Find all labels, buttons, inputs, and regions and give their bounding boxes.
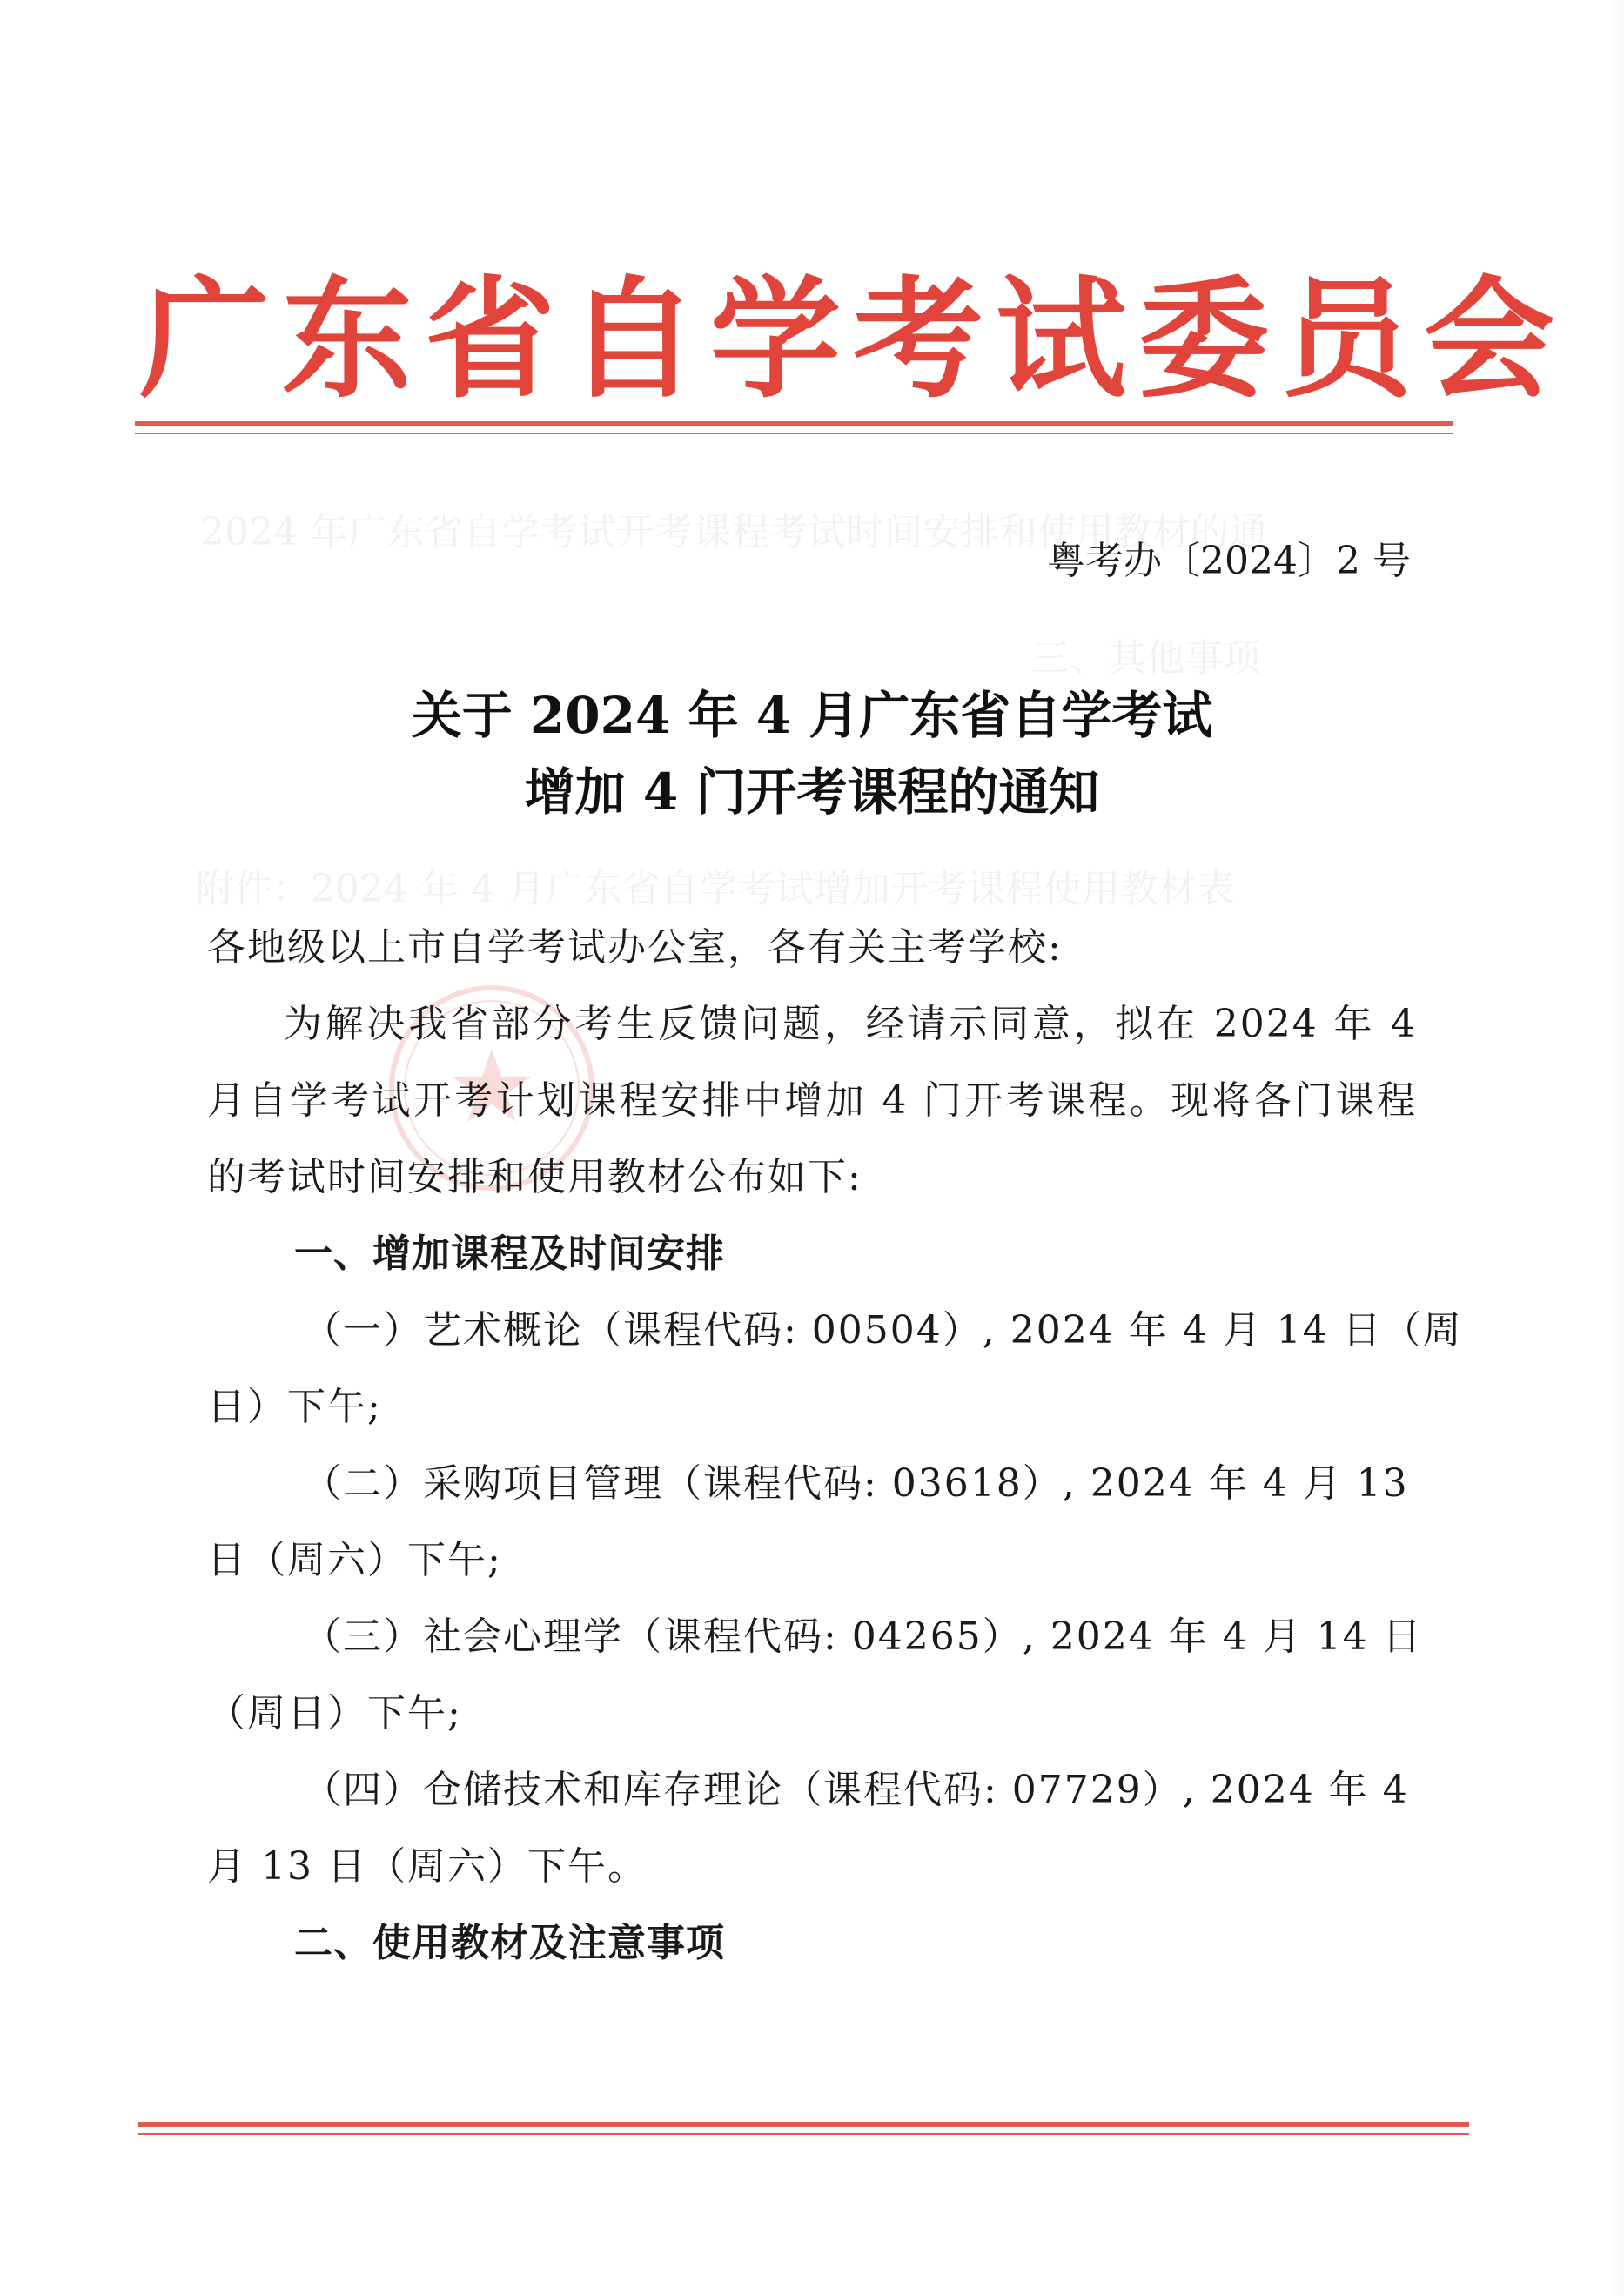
list-item [207, 1599, 1423, 1752]
list-item-line: （三）社会心理学（课程代码: 04265）, 2024 年 4 月 14 日 [303, 1615, 1423, 1659]
header-divider [135, 421, 1453, 434]
list-item-line: 日）下午; [207, 1385, 382, 1429]
notice-title [0, 677, 1624, 830]
section-heading-2: 二、使用教材及注意事项 [294, 1921, 725, 1965]
intro-paragraph: 为解决我省部分考生反馈问题，经请示同意，拟在 2024 年 4 月自学考试开考计划课程安排中增加 4 门开考课程。现将各门课程的考试时间安排和使用教材公布如下: [207, 1002, 1417, 1199]
show-through-text: 附件：2024 年 4 月广东省自学考试增加开考课程使用教材表 [196, 867, 1235, 911]
notice-title-line-1: 关于 2024 年 4 月广东省自学考试 [411, 686, 1213, 745]
list-item [207, 1292, 1463, 1446]
show-through-text: 2024 年广东省自学考试开考课程考试时间安排和使用教材的通 [200, 510, 1267, 554]
footer-divider [138, 2122, 1469, 2135]
list-item-line: （一）艺术概论（课程代码: 00504）, 2024 年 4 月 14 日（周 [303, 1308, 1463, 1353]
list-item [207, 1752, 1417, 1905]
scan-edge [1612, 0, 1624, 2296]
notice-title-line-2: 增加 4 门开考课程的通知 [524, 762, 1100, 822]
list-item-line: 日（周六）下午; [207, 1538, 502, 1582]
section-heading-1: 一、增加课程及时间安排 [294, 1232, 725, 1276]
issuer-header: 广东省自学考试委员会 [139, 263, 1567, 416]
list-item-line: （四）仓储技术和库存理论（课程代码: 07729）, 2024 年 4 [303, 1768, 1409, 1812]
list-item-line: （二）采购项目管理（课程代码: 03618）, 2024 年 4 月 13 [303, 1461, 1409, 1506]
show-through-text: 三、其他事项 [1031, 636, 1261, 681]
salutation: 各地级以上市自学考试办公室，各有关主考学校: [207, 925, 1063, 970]
list-item [207, 1446, 1417, 1599]
list-item-line: （周日）下午; [207, 1691, 462, 1735]
notice-body [207, 910, 1463, 1982]
document-number: 粤考办〔2024〕2 号 [1047, 539, 1411, 583]
list-item-line: 月 13 日（周六）下午。 [207, 1844, 648, 1889]
